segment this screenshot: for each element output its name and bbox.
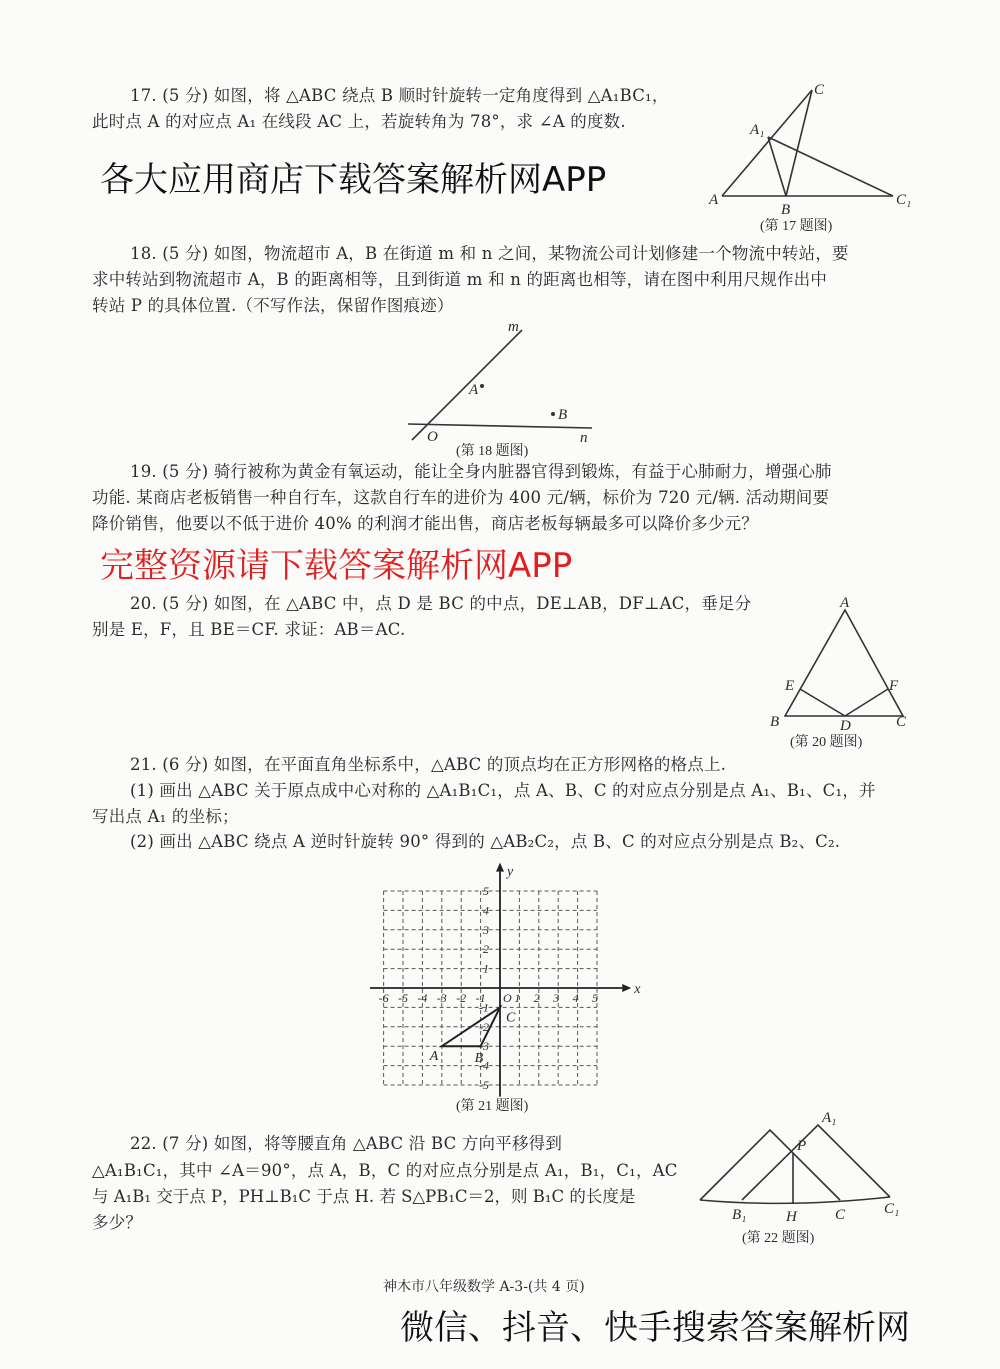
label-d: D [840,718,851,734]
q19-line-1: 19. (5 分) 骑行被称为黄金有氧运动，能让全身内脏器官得到锻炼，有益于心肺耐力，增强心肺 [130,462,832,481]
x-tick-label: -3 [436,991,447,1005]
y-tick-label: 3 [483,922,489,937]
label-b: B [781,202,791,218]
x-tick-label: 2 [533,991,540,1005]
figure-q20 [785,610,903,716]
figure-q22 [700,1125,890,1204]
label-b: B [558,407,568,423]
figure-q21-caption: (第 21 题图) [456,1099,529,1114]
x-tick-label: -4 [417,991,428,1005]
q19-line-3: 降价销售，他要以不低于进价 40% 的利润才能出售，商店老板每辆最多可以降价多少元？ [92,514,759,533]
figure-q20-labels [770,595,907,750]
label-c: C [814,82,825,98]
q21-line-3: 写出点 A₁ 的坐标； [92,807,239,826]
y-tick-label: 4 [483,903,489,918]
origin-label: O [503,991,512,1005]
y-axis-label: y [507,864,514,880]
figure-q18-caption: (第 18 题图) [456,444,529,459]
y-tick-label: -3 [479,1039,489,1054]
q17-line-2: 此时点 A 的对应点 A₁ 在线段 AC 上，若旋转角为 78°，求 ∠A 的度数. [92,112,626,131]
x-tick-label: -5 [398,991,408,1005]
q21-line-2: (1) 画出 △ABC 关于原点成中心对称的 △A₁B₁C₁，点 A、B、C 的对应点分别是点 A₁、B₁、C₁，并 [130,781,876,800]
x-tick-label: -2 [456,991,467,1005]
q18-line-2: 求中转站到物流超市 A，B 的距离相等，且到街道 m 和 n 的距离也相等，请在图中利用尺规作出中 [92,270,828,289]
point-a [480,384,484,388]
q21-line-4: (2) 画出 △ABC 绕点 A 逆时针旋转 90° 得到的 △AB₂C₂，点 B、C 的对应点分别是点 B₂、C₂. [130,832,841,851]
figure-q17-labels [708,82,911,234]
figure-q18 [408,330,592,440]
q22-line-2: △A₁B₁C₁，其中 ∠A＝90°，点 A，B，C 的对应点分别是点 A₁，B₁，C₁，AC [92,1161,678,1180]
figure-q21-grid [370,863,641,1097]
y-tick-label: 1 [483,961,489,976]
point-label-c: C [506,1010,516,1026]
q18-line-1: 18. (5 分) 如图，物流超市 A，B 在街道 m 和 n 之间，某物流公司计划修建一个物流中转站，要 [130,244,849,263]
label-n: n [580,430,588,446]
watermark-bottom-right: 微信、抖音、快手搜索答案解析网 [400,1308,910,1348]
figure-q17 [722,90,893,196]
q19-line-2: 功能. 某商店老板销售一种自行车，这款自行车的进价为 400 元/辆，标价为 720 元/辆. 活动期间要 [92,488,830,507]
y-tick-label: -5 [479,1078,489,1092]
y-tick-label: -1 [479,1000,489,1015]
x-tick-label: 5 [592,991,598,1005]
label-a: A [840,595,850,611]
y-tick-label: 5 [483,884,489,898]
x-tick-label: 4 [572,991,579,1005]
y-tick-label: 2 [483,942,489,957]
x-axis-label: x [634,982,641,997]
point-label-a: A [429,1049,439,1065]
label-a: A [709,192,719,208]
y-tick-label: -4 [479,1058,489,1073]
label-a: A [469,382,479,398]
q18-line-3: 转站 P 的具体位置.（不写作法，保留作图痕迹） [92,296,454,315]
label-c: C [835,1207,846,1223]
label-h: H [786,1209,797,1225]
y-axis-arrow [496,863,504,872]
label-f: F [889,678,899,694]
x-axis-arrow [622,984,631,992]
x-tick-label: -1 [475,991,486,1005]
label-c1: C₁ [896,192,912,208]
label-c1: C₁ [884,1201,900,1217]
q22-line-1: 22. (7 分) 如图，将等腰直角 △ABC 沿 BC 方向平移得到 [130,1134,563,1153]
figure-q22-labels [732,1110,899,1246]
q22-line-4: 多少？ [92,1213,143,1232]
q20-line-2: 别是 E，F，且 BE＝CF. 求证：AB＝AC. [92,620,406,639]
figure-q17-caption: (第 17 题图) [760,219,833,234]
figure-q18-labels [427,319,588,459]
figure-q22-caption: (第 22 题图) [742,1231,815,1246]
label-m: m [508,319,519,335]
q22-line-3: 与 A₁B₁ 交于点 P，PH⊥B₁C 于点 H. 若 S△PB₁C＝2，则 B₁C 的长度是 [92,1187,636,1206]
label-b: B [770,714,780,730]
label-a1: A₁ [750,122,765,138]
label-p: P [797,1138,807,1154]
x-tick-label: 1 [514,991,521,1005]
label-a1: A₁ [822,1110,837,1126]
page-footer: 神木市八年级数学 A-3-(共 4 页) [383,1279,585,1295]
y-tick-label: -2 [479,1019,489,1034]
label-e: E [785,678,795,694]
label-b1: B₁ [732,1207,747,1223]
point-b [551,412,555,416]
label-o: O [427,429,438,445]
q17-line-1: 17. (5 分) 如图，将 △ABC 绕点 B 顺时针旋转一定角度得到 △A₁BC₁， [130,86,669,105]
watermark-center: 完整资源请下载答案解析网APP [100,546,573,586]
q21-line-1: 21. (6 分) 如图，在平面直角坐标系中，△ABC 的顶点均在正方形网格的格点上. [130,755,727,774]
x-tick-label: 3 [553,991,560,1005]
figure-q20-caption: (第 20 题图) [790,735,863,750]
label-c: C [896,714,907,730]
watermark-top-left: 各大应用商店下载答案解析网APP [100,160,607,200]
x-tick-label: -6 [378,991,389,1005]
point-label-b: B [474,1051,484,1067]
q20-line-1: 20. (5 分) 如图，在 △ABC 中，点 D 是 BC 的中点，DE⊥AB，DF⊥AC，垂足分 [130,594,752,613]
